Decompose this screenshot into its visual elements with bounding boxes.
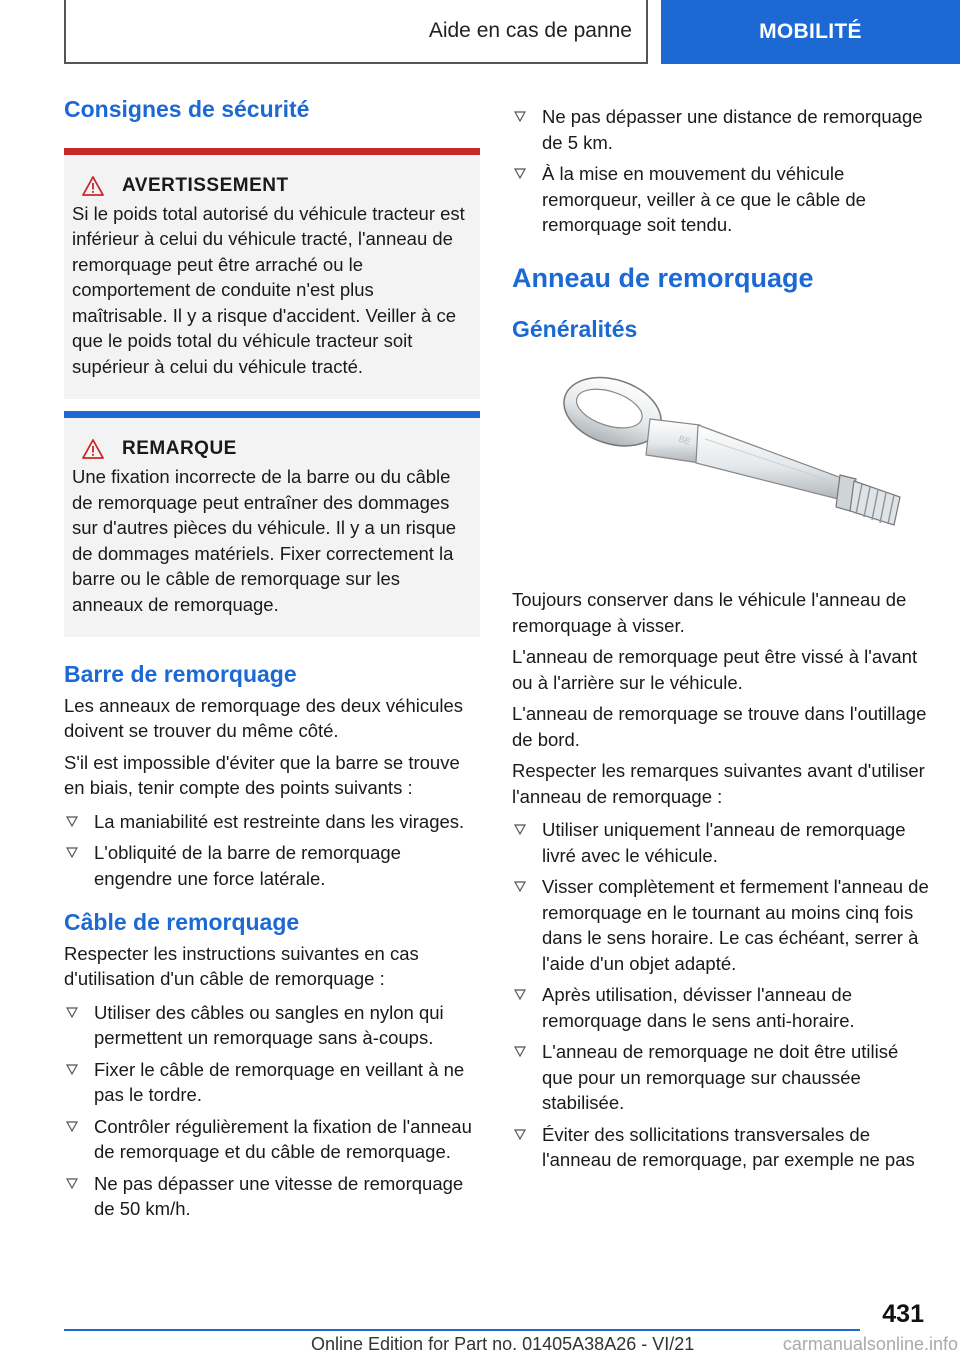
- triangle-bullet-icon: [66, 847, 78, 858]
- triangle-bullet-icon: [66, 1064, 78, 1075]
- list-item: À la mise en mouvement du véhicule remorqueur, veiller à ce que le câble de remorquage soit tendu.: [512, 161, 930, 238]
- bar-paragraph-2: S'il est impossible d'éviter que la barre se trouve en biais, tenir compte des points suivants :: [64, 751, 460, 799]
- triangle-bullet-icon: [66, 1178, 78, 1189]
- general-paragraph-2: L'anneau de remorquage peut être vissé à l'avant ou à l'arrière sur le véhicule.: [512, 646, 918, 693]
- warning-box: [64, 148, 480, 400]
- list-item: Après utilisation, dévisser l'anneau de remorquage dans le sens anti-horaire.: [512, 982, 930, 1033]
- bar-title: Barre de remorquage: [64, 661, 297, 688]
- list-item: Éviter des sollicitations transversales de l'anneau de remorquage, par exemple ne pas: [512, 1122, 930, 1173]
- footer-divider: [64, 1329, 860, 1331]
- warning-triangle-icon: [82, 176, 104, 196]
- cable-title: Câble de remorquage: [64, 909, 300, 936]
- triangle-bullet-icon: [514, 824, 526, 835]
- triangle-bullet-icon: [514, 111, 526, 122]
- triangle-bullet-icon: [514, 1046, 526, 1057]
- warning-text: Si le poids total autorisé du véhicule tracteur est inférieur à celui du véhicule tracté, l'anneau de remorquage peut être arraché ou le comportement de conduite n'est plus maîtrisable. Il y a risque d'accident. Veiller à ce que le poids total du véhicule tracteur soit supérieur à celui du véhicule tracté.: [72, 202, 465, 377]
- list-item: Fixer le câble de remorquage en veillant à ne pas le tordre.: [64, 1057, 480, 1108]
- triangle-bullet-icon: [66, 1007, 78, 1018]
- warning-title: AVERTISSEMENT: [122, 174, 289, 196]
- header-chapter[interactable]: [661, 0, 960, 64]
- list-item: L'obliquité de la barre de remorquage engendre une force latérale.: [64, 840, 480, 891]
- footer-watermark: carmanualsonline.info: [782, 1334, 958, 1354]
- cable-paragraph-1: Respecter les instructions suivantes en cas d'utilisation d'un câble de remorquage :: [64, 942, 419, 990]
- header-section: [64, 0, 648, 64]
- triangle-bullet-icon: [514, 168, 526, 179]
- list-item: Utiliser uniquement l'anneau de remorquage livré avec le véhicule.: [512, 817, 930, 868]
- notice-title-row: [72, 438, 470, 460]
- left-column: [64, 96, 480, 1228]
- svg-text:BE: BE: [677, 433, 693, 448]
- general-paragraph-3: L'anneau de remorquage se trouve dans l'outillage de bord.: [512, 703, 927, 750]
- cable-list: [64, 1000, 480, 1222]
- list-item: Ne pas dépasser une vitesse de remorquage de 50 km/h.: [64, 1171, 480, 1222]
- page-number: 431: [882, 1300, 924, 1328]
- footer-edition: Online Edition for Part no. 01405A38A26 - VI/21: [311, 1334, 695, 1354]
- tow-eye-illustration: [550, 363, 910, 563]
- notice-text: Une fixation incorrecte de la barre ou du câble de remorquage peut entraîner des dommages sur d'autres pièces du véhicule. Il y a un risque de dommages matériels. Fixer correctement la barre ou le câble de remorquage sur les anneaux de remorquage.: [72, 466, 457, 615]
- list-item: Visser complètement et fermement l'anneau de remorquage en le tournant au moins cinq fois dans le sens horaire. Le cas échéant, serrer à l'aide d'un objet adapté.: [512, 874, 930, 976]
- notice-title: REMARQUE: [122, 438, 237, 460]
- notice-box: [64, 411, 480, 637]
- bar-paragraph-1: Les anneaux de remorquage des deux véhicules doivent se trouver du même côté.: [64, 694, 464, 742]
- triangle-bullet-icon: [66, 816, 78, 827]
- tow-eye-list: [512, 817, 930, 1173]
- triangle-bullet-icon: [514, 881, 526, 892]
- list-item: La maniabilité est restreinte dans les virages.: [64, 809, 480, 835]
- bar-list: [64, 809, 480, 892]
- list-item: Utiliser des câbles ou sangles en nylon qui permettent un remorquage sans à-coups.: [64, 1000, 480, 1051]
- triangle-bullet-icon: [514, 1129, 526, 1140]
- tow-eye-title: Anneau de remorquage: [512, 262, 814, 293]
- right-column: [512, 104, 930, 1179]
- header-chapter-label: MOBILITÉ: [759, 20, 862, 43]
- top-list: [512, 104, 930, 238]
- triangle-bullet-icon: [66, 1121, 78, 1132]
- triangle-bullet-icon: [514, 989, 526, 1000]
- list-item: Ne pas dépasser une distance de remorquage de 5 km.: [512, 104, 930, 155]
- safety-title: Consignes de sécurité: [64, 96, 310, 122]
- list-item: Contrôler régulièrement la fixation de l'anneau de remorquage et du câble de remorquage.: [64, 1114, 480, 1165]
- header-section-label: Aide en cas de panne: [428, 19, 632, 42]
- warning-title-row: [72, 175, 470, 197]
- notice-triangle-icon: [82, 439, 104, 459]
- general-subtitle: Généralités: [512, 315, 638, 342]
- general-paragraph-1: Toujours conserver dans le véhicule l'anneau de remorquage à visser.: [512, 589, 907, 636]
- list-item: L'anneau de remorquage ne doit être utilisé que pour un remorquage sur chaussée stabilisée.: [512, 1039, 930, 1116]
- general-paragraph-4: Respecter les remarques suivantes avant d'utiliser l'anneau de remorquage :: [512, 760, 925, 807]
